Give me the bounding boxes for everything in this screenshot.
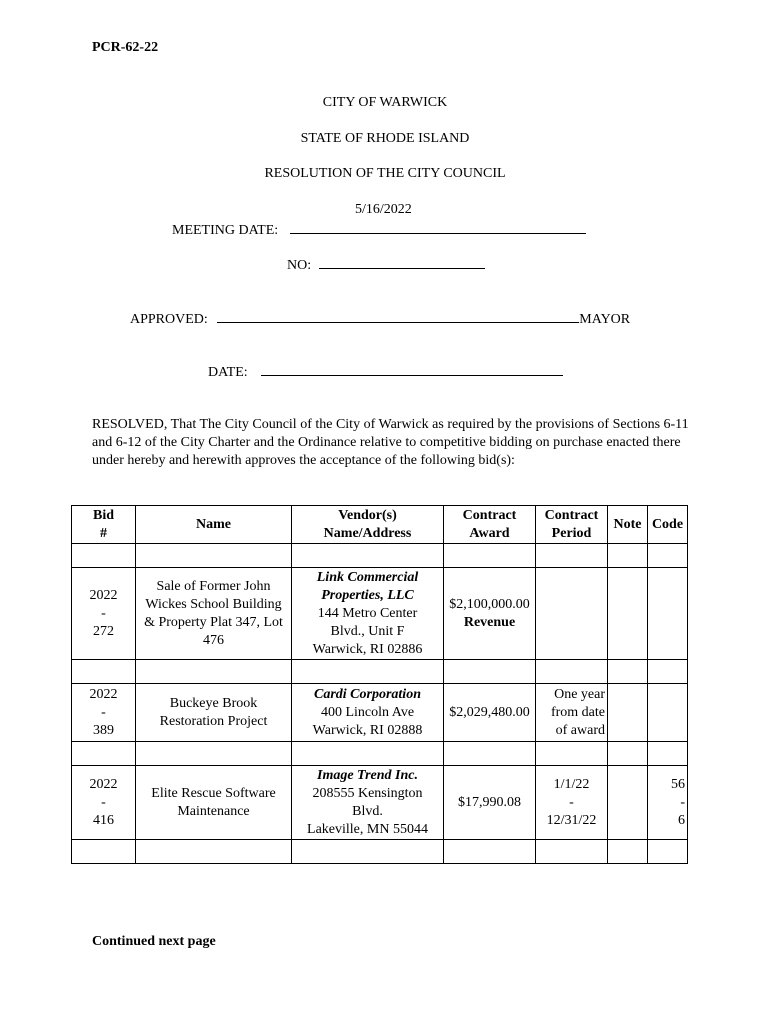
number-row bbox=[287, 256, 485, 274]
bid-number: 2022 - 272 bbox=[72, 568, 136, 660]
header-note: Note bbox=[608, 506, 648, 544]
note-cell bbox=[608, 684, 648, 742]
table-header-row bbox=[72, 506, 688, 544]
date-label: DATE: bbox=[208, 365, 248, 380]
contract-award: $17,990.08 bbox=[444, 766, 536, 840]
continued-note: Continued next page bbox=[92, 934, 216, 949]
number-label: NO: bbox=[287, 258, 312, 273]
header-code: Code bbox=[648, 506, 688, 544]
code-cell bbox=[648, 568, 688, 660]
meeting-date-row bbox=[172, 221, 586, 239]
contract-award: $2,100,000.00 Revenue bbox=[444, 568, 536, 660]
bid-name: Elite Rescue Software Maintenance bbox=[136, 766, 292, 840]
code-cell: 56 - 6 bbox=[648, 766, 688, 840]
header-award: Contract Award bbox=[444, 506, 536, 544]
approved-label: APPROVED: bbox=[130, 312, 208, 327]
bid-name: Sale of Former John Wickes School Building & Property Plat 347, Lot 476 bbox=[136, 568, 292, 660]
document-id: PCR-62-22 bbox=[92, 40, 159, 55]
table-row bbox=[72, 766, 688, 840]
contract-award: $2,029,480.00 bbox=[444, 684, 536, 742]
table-spacer-row bbox=[72, 660, 688, 684]
bids-table bbox=[71, 505, 688, 864]
contract-period: One year from date of award bbox=[536, 684, 608, 742]
header-vendor: Vendor(s) Name/Address bbox=[292, 506, 444, 544]
meeting-date-value: 5/16/2022 bbox=[355, 202, 412, 217]
header-name: Name bbox=[136, 506, 292, 544]
resolution-heading: RESOLUTION OF THE CITY COUNCIL bbox=[264, 166, 506, 181]
table-spacer-row bbox=[72, 840, 688, 864]
contract-period bbox=[536, 568, 608, 660]
header-bid: Bid # bbox=[72, 506, 136, 544]
table-row bbox=[72, 568, 688, 660]
table-spacer-row bbox=[72, 544, 688, 568]
table-spacer-row bbox=[72, 742, 688, 766]
resolved-paragraph: RESOLVED, That The City Council of the City of Warwick as required by the provisions of Sections 6-11 and 6-12 of the City Charter and the Ordinance relative to competitive bidding on purchase enacted there under hereby and herewith approves the acceptance of the following bid(s): bbox=[92, 417, 689, 468]
bid-number: 2022 - 416 bbox=[72, 766, 136, 840]
number-line bbox=[319, 256, 485, 269]
state-heading: STATE OF RHODE ISLAND bbox=[300, 131, 470, 146]
header-period: Contract Period bbox=[536, 506, 608, 544]
date-line bbox=[261, 363, 563, 376]
note-cell bbox=[608, 766, 648, 840]
table-row bbox=[72, 684, 688, 742]
approved-row bbox=[130, 310, 630, 328]
meeting-date-label: MEETING DATE: bbox=[172, 223, 279, 238]
bid-name: Buckeye Brook Restoration Project bbox=[136, 684, 292, 742]
vendor: Cardi Corporation 400 Lincoln Ave Warwick, RI 02888 bbox=[292, 684, 444, 742]
note-cell bbox=[608, 568, 648, 660]
vendor: Link Commercial Properties, LLC 144 Metro Center Blvd., Unit F Warwick, RI 02886 bbox=[292, 568, 444, 660]
city-heading: CITY OF WARWICK bbox=[322, 95, 448, 110]
bid-number: 2022 - 389 bbox=[72, 684, 136, 742]
vendor: Image Trend Inc. 208555 Kensington Blvd. Lakeville, MN 55044 bbox=[292, 766, 444, 840]
code-cell bbox=[648, 684, 688, 742]
approved-line bbox=[217, 310, 579, 323]
mayor-label: MAYOR bbox=[579, 312, 631, 327]
contract-period: 1/1/22 - 12/31/22 bbox=[536, 766, 608, 840]
date-row bbox=[208, 363, 563, 381]
meeting-date-line bbox=[290, 221, 586, 234]
